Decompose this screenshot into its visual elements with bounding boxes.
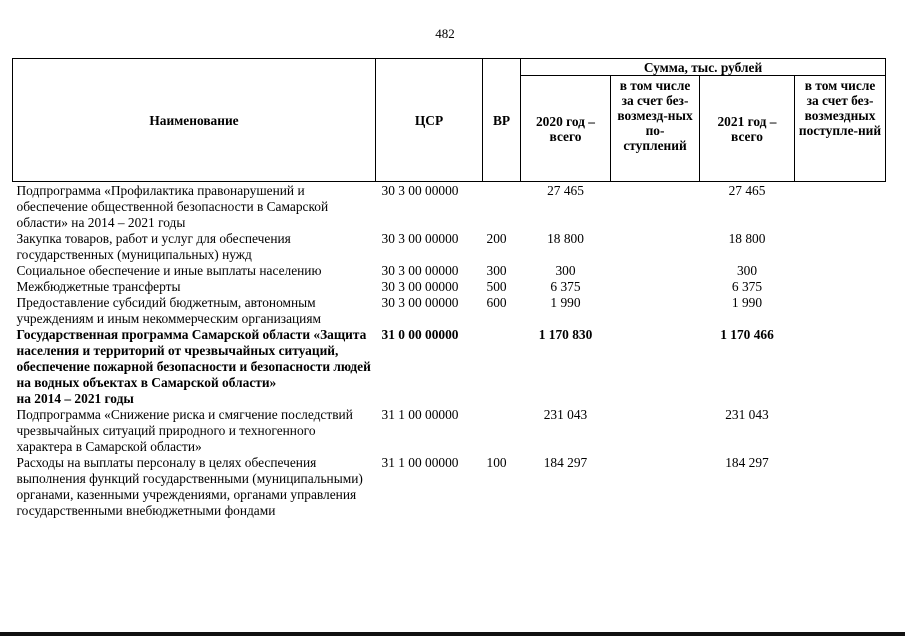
table-row bbox=[13, 407, 886, 455]
row-2020-free bbox=[611, 279, 700, 295]
row-2020-total: 1 170 830 bbox=[538, 327, 593, 342]
row-csr: 30 3 00 00000 bbox=[381, 263, 459, 278]
header-2020-total: 2020 год – всего bbox=[521, 76, 611, 182]
page-number: 482 bbox=[435, 26, 455, 41]
row-2020-total: 1 990 bbox=[550, 295, 581, 310]
row-2020-free bbox=[611, 407, 700, 455]
row-2021-total: 27 465 bbox=[728, 183, 766, 198]
row-2021-free bbox=[795, 455, 886, 519]
row-2021-free bbox=[795, 182, 886, 232]
table-row bbox=[13, 279, 886, 295]
row-vr: 100 bbox=[486, 455, 507, 470]
table-row bbox=[13, 295, 886, 327]
row-csr: 30 3 00 00000 bbox=[381, 279, 459, 294]
row-2021-total: 1 170 466 bbox=[720, 327, 774, 342]
row-vr: 500 bbox=[486, 279, 507, 294]
row-name: Расходы на выплаты персоналу в целях обеспечения выполнения функций государственными (муниципальными) органами, казенными учреждениями, органами управления государственными внебюджетными фондами bbox=[16, 455, 363, 518]
row-2020-total: 18 800 bbox=[547, 231, 584, 246]
row-2020-total: 27 465 bbox=[547, 183, 584, 198]
header-2021-free: в том числе за счет без-возмездных поступле-ний bbox=[795, 76, 886, 182]
row-name: Межбюджетные трансферты bbox=[16, 279, 181, 294]
row-2021-total: 300 bbox=[736, 263, 758, 278]
row-csr: 30 3 00 00000 bbox=[381, 231, 459, 246]
row-vr: 200 bbox=[486, 231, 507, 246]
row-2020-free bbox=[611, 327, 700, 407]
row-2021-free bbox=[795, 295, 886, 327]
row-name: Подпрограмма «Профилактика правонарушений и обеспечение общественной безопасности в Самарской области» на 2014 – 2021 годы bbox=[16, 183, 329, 230]
row-csr: 31 1 00 00000 bbox=[381, 455, 459, 470]
row-2021-free bbox=[795, 279, 886, 295]
row-2020-free bbox=[611, 295, 700, 327]
row-2021-free bbox=[795, 327, 886, 407]
row-2021-total: 1 990 bbox=[731, 295, 763, 310]
row-2021-total: 6 375 bbox=[731, 279, 763, 294]
row-csr: 31 0 00 00000 bbox=[381, 327, 459, 342]
row-2020-free bbox=[611, 231, 700, 263]
row-vr bbox=[483, 407, 521, 455]
row-vr bbox=[483, 182, 521, 232]
row-2020-free bbox=[611, 263, 700, 279]
row-2020-total: 6 375 bbox=[550, 279, 581, 294]
header-vr: ВР bbox=[483, 59, 521, 182]
header-2020-free: в том числе за счет без-возмезд-ных по-ступлений bbox=[611, 76, 700, 182]
table-body bbox=[13, 182, 886, 520]
header-csr: ЦСР bbox=[376, 59, 483, 182]
table-row bbox=[13, 263, 886, 279]
row-name: Государственная программа Самарской области «Защита населения и территорий от чрезвычайных ситуаций, обеспечение пожарной безопасности и безопасности людей на водных объектах в Самарской области» на 2014 – 2021 годы bbox=[16, 327, 371, 406]
table-header bbox=[13, 59, 886, 182]
header-sum: Сумма, тыс. рублей bbox=[521, 59, 886, 76]
table-row bbox=[13, 455, 886, 519]
row-name: Подпрограмма «Снижение риска и смягчение последствий чрезвычайных ситуаций природного и техногенного характера в Самарской области» bbox=[16, 407, 353, 454]
row-vr: 600 bbox=[486, 295, 507, 310]
row-2021-total: 231 043 bbox=[725, 407, 769, 422]
row-name: Закупка товаров, работ и услуг для обеспечения государственных (муниципальных) нужд bbox=[16, 231, 291, 262]
row-2021-free bbox=[795, 407, 886, 455]
row-2020-total: 300 bbox=[555, 263, 576, 278]
budget-table bbox=[12, 58, 886, 519]
row-2020-total: 231 043 bbox=[543, 407, 588, 422]
row-vr: 300 bbox=[486, 263, 507, 278]
row-csr: 30 3 00 00000 bbox=[381, 183, 459, 198]
header-name: Наименование bbox=[13, 59, 376, 182]
row-2020-free bbox=[611, 455, 700, 519]
header-2021-total: 2021 год – всего bbox=[700, 76, 795, 182]
page-bottom-rule bbox=[0, 632, 905, 636]
row-csr: 31 1 00 00000 bbox=[381, 407, 459, 422]
row-2021-free bbox=[795, 231, 886, 263]
row-2020-total: 184 297 bbox=[543, 455, 588, 470]
row-csr: 30 3 00 00000 bbox=[381, 295, 459, 310]
row-vr bbox=[483, 327, 521, 407]
row-name: Социальное обеспечение и иные выплаты населению bbox=[16, 263, 322, 278]
row-2021-free bbox=[795, 263, 886, 279]
row-2021-total: 184 297 bbox=[725, 455, 769, 470]
row-name: Предоставление субсидий бюджетным, автономным учреждениям и иным некоммерческим организациям bbox=[16, 295, 321, 326]
table-row bbox=[13, 327, 886, 407]
table-row bbox=[13, 231, 886, 263]
table-row bbox=[13, 182, 886, 232]
row-2021-total: 18 800 bbox=[728, 231, 766, 246]
row-2020-free bbox=[611, 182, 700, 232]
